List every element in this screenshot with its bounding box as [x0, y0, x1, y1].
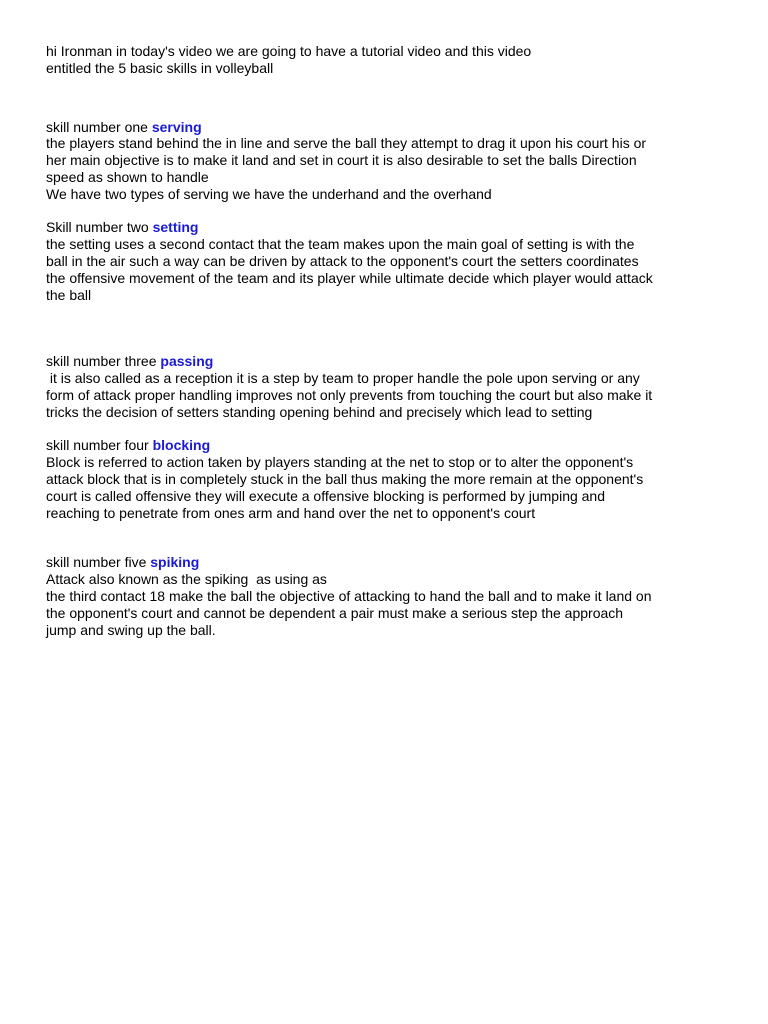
skill-text-line: reaching to penetrate from ones arm and hand over the net to opponent's court: [46, 504, 536, 521]
skill-keyword: passing: [160, 353, 214, 370]
skill-keyword: setting: [152, 219, 199, 236]
skill-heading: [46, 119, 726, 136]
skill-text-line: court is called offensive they will execute a offensive blocking is performed by jumping and: [46, 487, 606, 504]
skill-keyword: spiking: [150, 554, 200, 571]
skill-heading-prefix: skill number three: [46, 353, 161, 370]
skill-heading-prefix: skill number one: [46, 118, 152, 135]
skill-heading-prefix: skill number five: [46, 554, 151, 571]
skill-text-line: her main objective is to make it land and set in court it is also desirable to set the balls Direction: [46, 152, 637, 169]
skill-section-passing: [46, 353, 726, 420]
skill-text-line: We have two types of serving we have the underhand and the overhand: [46, 185, 492, 202]
intro-paragraph: [46, 43, 726, 77]
skill-text-line: it is also called as a reception it is a step by team to proper handle the pole upon serving or any: [46, 370, 640, 387]
skill-text-line: the setting uses a second contact that the team makes upon the main goal of setting is with the: [46, 236, 635, 253]
skill-text-line: form of attack proper handling improves not only prevents from touching the court but also make it: [46, 386, 653, 403]
skill-text-line: Block is referred to action taken by players standing at the net to stop or to alter the opponent's: [46, 454, 634, 471]
skill-text-line: the ball: [46, 286, 92, 303]
skill-text-line: the offensive movement of the team and its player while ultimate decide which player would attack: [46, 269, 653, 286]
skill-keyword: blocking: [152, 437, 211, 454]
skill-text-line: tricks the decision of setters standing opening behind and precisely which lead to setting: [46, 403, 593, 420]
skill-text-line: the opponent's court and cannot be dependent a pair must make a serious step the approach: [46, 604, 624, 621]
skill-text-line: attack block that is in completely stuck in the ball thus making the more remain at the opponent's: [46, 470, 644, 487]
skill-heading-prefix: skill number four: [46, 437, 153, 454]
skill-section-serving: [46, 119, 726, 203]
document-body: [46, 43, 726, 638]
skill-text-line: the players stand behind the in line and serve the ball they attempt to drag it upon his court his or: [46, 135, 647, 152]
skill-heading: [46, 219, 726, 236]
skill-text-line: jump and swing up the ball.: [46, 621, 216, 638]
skill-text-line: speed as shown to handle: [46, 168, 209, 185]
intro-line: hi Ironman in today's video we are going to have a tutorial video and this video: [46, 43, 532, 59]
skill-heading-prefix: Skill number two: [46, 219, 153, 236]
intro-line: entitled the 5 basic skills in volleyball: [46, 59, 274, 76]
skill-keyword: serving: [151, 118, 202, 135]
skill-heading: [46, 437, 726, 454]
skill-section-blocking: [46, 437, 726, 521]
skill-section-setting: [46, 219, 726, 303]
skill-text-line: Attack also known as the spiking as using as: [46, 571, 327, 588]
skill-heading: [46, 353, 726, 370]
skill-text-line: ball in the air such a way can be driven by attack to the opponent's court the setters coordinates: [46, 252, 639, 269]
skill-heading: [46, 554, 726, 571]
skill-section-spiking: [46, 554, 726, 638]
skill-text-line: the third contact 18 make the ball the objective of attacking to hand the ball and to make it land on: [46, 587, 652, 604]
